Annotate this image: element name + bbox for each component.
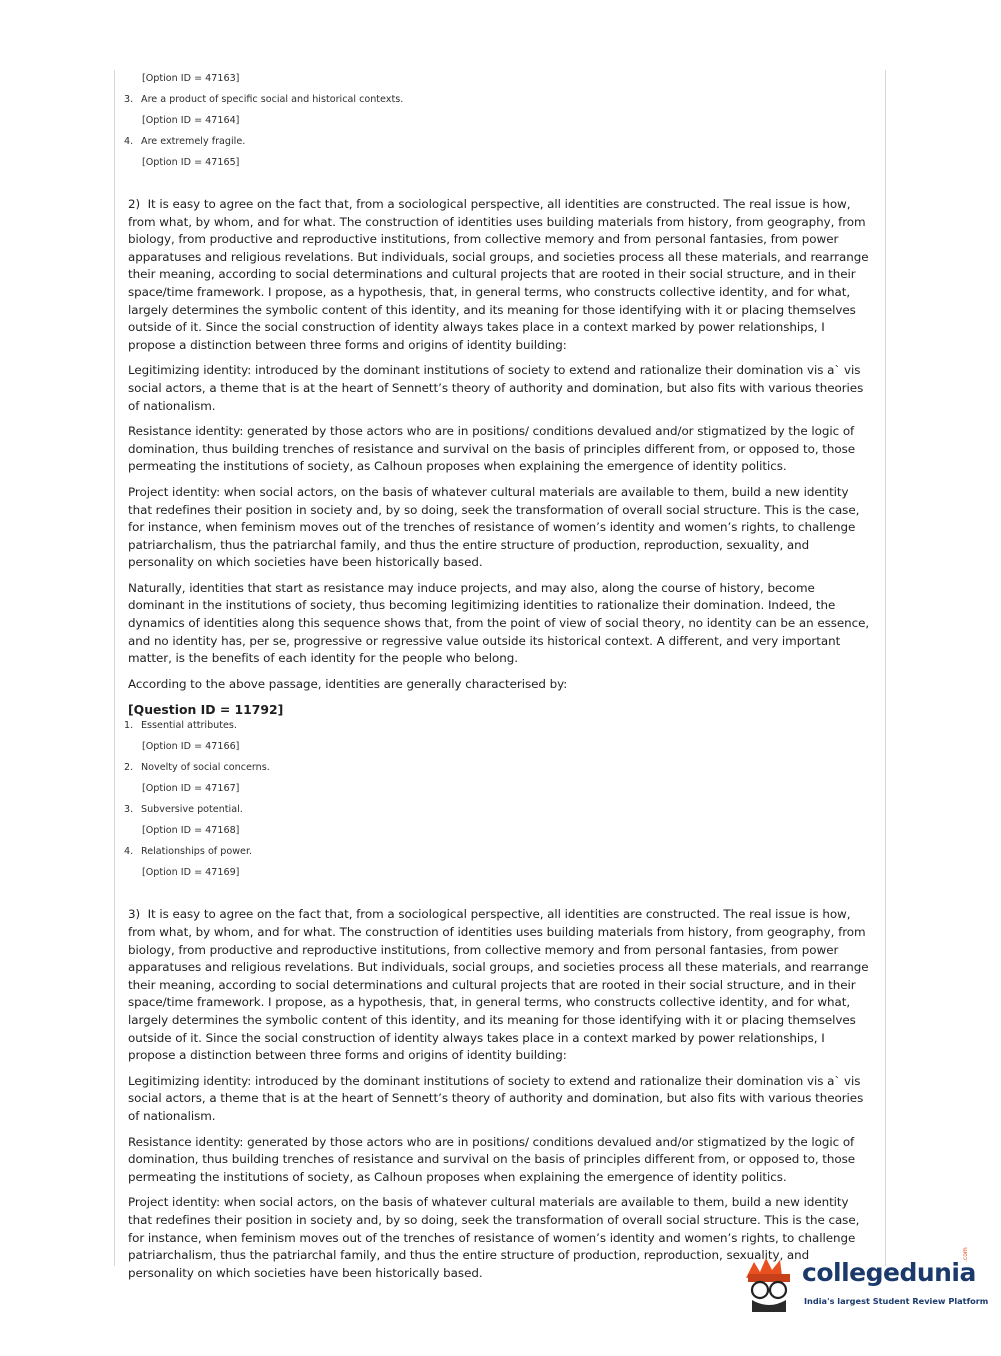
option-text: Are extremely fragile. bbox=[141, 136, 246, 147]
option-id: [Option ID = 47163] bbox=[142, 73, 240, 84]
passage-paragraph bbox=[128, 906, 870, 1064]
passage-paragraph: Resistance identity: generated by those actors who are in positions/ conditions devalued and/or stigmatized by the logic of domination, thus building trenches of resistance and survival on the basis of principles different from, or opposed to, those permeating the institutions of society, as Calhoun proposes when explaining the emergence of identity politics. bbox=[128, 1134, 856, 1184]
option-id: [Option ID = 47164] bbox=[142, 115, 240, 126]
passage-paragraph bbox=[128, 196, 870, 354]
passage-paragraph: Resistance identity: generated by those actors who are in positions/ conditions devalued and/or stigmatized by the logic of domination, thus building trenches of resistance and survival on the basis of principles different from, or opposed to, those permeating the institutions of society, as Calhoun proposes when explaining the emergence of identity politics. bbox=[128, 424, 856, 474]
option-number: 3. bbox=[124, 94, 134, 105]
passage-paragraph: Legitimizing identity: introduced by the dominant institutions of society to extend and rationalize their domination vis a` vis social actors, a theme that is at the heart of Sennett’s theory of authority and domination, but also fits with various theories of nationalism. bbox=[128, 363, 864, 413]
option-text: Novelty of social concerns. bbox=[141, 762, 270, 774]
paragraph-text: It is easy to agree on the fact that, from a sociological perspective, all identities are constructed. The real issue is how, from what, by whom, and for what. The construction of identities uses building materials from history, from geography, from biology, from productive and reproductive institutions, from collective memory and from personal fantasies, from power apparatuses and religious revelations. But individuals, social groups, and societies process all these materials, and rearrange their meaning, according to social determinations and cultural projects that are rooted in their social structure, and in their space/time framework. I propose, as a hypothesis, that, in general terms, who constructs collective identity, and for what, largely determines the symbolic content of this identity, and its meaning for those identifying with it or placing themselves outside of it. Since the social construction of identity always takes place in a context marked by power relationships, I propose a distinction between three forms and origins of identity building: bbox=[128, 197, 869, 352]
option-item[interactable] bbox=[124, 844, 870, 860]
passage-paragraph: Project identity: when social actors, on the basis of whatever cultural materials are available to them, build a new identity that redefines their position in society and, by so doing, seek the transformation of overall social structure. This is the case, for instance, when feminism moves out of the trenches of resistance of women’s identity and women’s rights, to challenge patriarchalism, thus the patriarchal family, and thus the entire structure of production, reproduction, sexuality, and personality on which societies have been historically based. bbox=[128, 1195, 860, 1280]
option-id: [Option ID = 47167] bbox=[142, 783, 240, 795]
option-text: Relationships of power. bbox=[141, 846, 253, 858]
question-stem: According to the above passage, identities are generally characterised by: bbox=[128, 676, 568, 691]
option-text: Essential attributes. bbox=[141, 720, 237, 732]
page-content bbox=[124, 72, 870, 1290]
logo-wordmark: collegedunia bbox=[802, 1258, 976, 1287]
passage-paragraph: Project identity: when social actors, on the basis of whatever cultural materials are available to them, build a new identity that redefines their position in society and, by so doing, seek the transformation of overall social structure. This is the case, for instance, when feminism moves out of the trenches of resistance of women’s identity and women’s rights, to challenge patriarchalism, thus the patriarchal family, and thus the entire structure of production, reproduction, sexuality, and personality on which societies have been historically based. bbox=[128, 484, 860, 570]
option-id: [Option ID = 47165] bbox=[142, 157, 240, 168]
question-2-options bbox=[124, 718, 870, 880]
question-2 bbox=[124, 196, 870, 693]
question-number: 2) bbox=[128, 197, 141, 211]
option-item[interactable] bbox=[124, 92, 870, 108]
paragraph-text: It is easy to agree on the fact that, from a sociological perspective, all identities are constructed. The real issue is how, from what, by whom, and for what. The construction of identities uses building materials from history, from geography, from biology, from productive and reproductive institutions, from collective memory and from personal fantasies, from power apparatuses and religious revelations. But individuals, social groups, and societies process all these materials, and rearrange their meaning, according to social determinations and cultural projects that are rooted in their social structure, and in their space/time framework. I propose, as a hypothesis, that, in general terms, who constructs collective identity, and for what, largely determines the symbolic content of this identity, and its meaning for those identifying with it or placing themselves outside of it. Since the social construction of identity always takes place in a context marked by power relationships, I propose a distinction between three forms and origins of identity building: bbox=[128, 907, 869, 1063]
collegedunia-logo[interactable] bbox=[740, 1247, 989, 1314]
option-item[interactable] bbox=[124, 134, 870, 150]
question-3 bbox=[124, 906, 870, 1282]
option-item[interactable] bbox=[124, 718, 870, 734]
passage-paragraph: Legitimizing identity: introduced by the dominant institutions of society to extend and rationalize their domination vis a` vis social actors, a theme that is at the heart of Sennett’s theory of authority and domination, but also fits with various theories of nationalism. bbox=[128, 1073, 864, 1123]
question-number: 3) bbox=[128, 907, 141, 922]
option-text: Are a product of specific social and historical contexts. bbox=[141, 94, 404, 105]
option-number: 2. bbox=[124, 762, 134, 774]
option-id: [Option ID = 47169] bbox=[142, 867, 240, 879]
mascot-icon bbox=[740, 1254, 800, 1314]
passage-paragraph: Naturally, identities that start as resistance may induce projects, and may also, along the course of history, become dominant in the institutions of society, thus becoming legitimizing identities to rationalize their domination. Indeed, the dynamics of identities along this sequence shows that, from the point of view of social theory, no identity can be an essence, and no identity has, per se, progressive or regressive value outside its historical context. A different, and very important matter, is the benefits of each identity for the people who belong. bbox=[128, 580, 870, 666]
logo-suffix: .com bbox=[962, 1247, 969, 1262]
option-item[interactable] bbox=[124, 760, 870, 776]
option-id: [Option ID = 47166] bbox=[142, 741, 240, 753]
option-number: 4. bbox=[124, 136, 134, 147]
option-id: [Option ID = 47168] bbox=[142, 825, 240, 837]
option-number: 4. bbox=[124, 846, 134, 858]
option-number: 1. bbox=[124, 720, 134, 732]
option-text: Subversive potential. bbox=[141, 804, 243, 816]
question-id: [Question ID = 11792] bbox=[128, 702, 284, 718]
option-number: 3. bbox=[124, 804, 134, 816]
option-item[interactable] bbox=[124, 802, 870, 818]
logo-tagline: India's largest Student Review Platform bbox=[804, 1296, 989, 1306]
prev-question-options bbox=[124, 72, 870, 170]
